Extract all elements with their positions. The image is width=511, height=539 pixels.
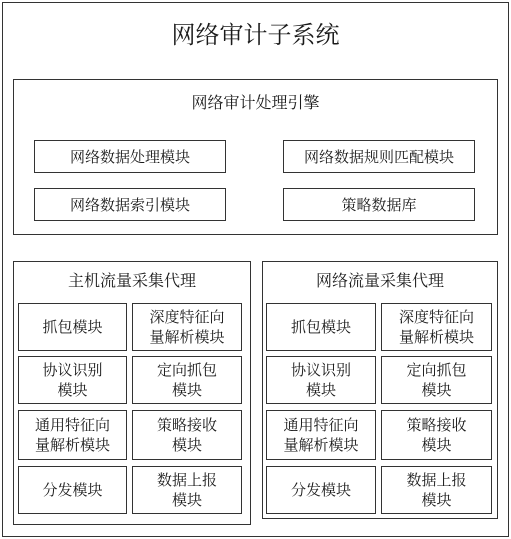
host-directed-capture-module: 定向抓包 模块 (132, 356, 242, 404)
host-generic-feature-module: 通用特征向 量解析模块 (18, 410, 127, 460)
net-deep-feature-module: 深度特征向 量解析模块 (381, 303, 492, 351)
host-dispatch-module: 分发模块 (18, 466, 127, 514)
policy-database: 策略数据库 (283, 188, 475, 221)
network-data-rule-matching-module: 网络数据规则匹配模块 (283, 140, 475, 173)
host-agent-title: 主机流量采集代理 (67, 271, 196, 290)
host-policy-receive-module: 策略接收 模块 (132, 410, 242, 460)
audit-engine-title: 网络审计处理引擎 (191, 93, 320, 112)
net-dispatch-module: 分发模块 (266, 466, 376, 514)
net-generic-feature-module: 通用特征向 量解析模块 (266, 410, 376, 460)
net-directed-capture-module: 定向抓包 模块 (381, 356, 492, 404)
network-agent-title: 网络流量采集代理 (315, 271, 444, 290)
host-deep-feature-module: 深度特征向 量解析模块 (132, 303, 242, 351)
net-protocol-id-module: 协议识别 模块 (266, 356, 376, 404)
net-data-report-module: 数据上报 模块 (381, 466, 492, 514)
host-data-report-module: 数据上报 模块 (132, 466, 242, 514)
host-capture-module: 抓包模块 (18, 303, 127, 351)
network-data-index-module: 网络数据索引模块 (34, 188, 226, 221)
network-data-processing-module: 网络数据处理模块 (34, 140, 226, 173)
net-capture-module: 抓包模块 (266, 303, 376, 351)
net-policy-receive-module: 策略接收 模块 (381, 410, 492, 460)
system-title: 网络审计子系统 (171, 21, 340, 49)
host-protocol-id-module: 协议识别 模块 (18, 356, 127, 404)
